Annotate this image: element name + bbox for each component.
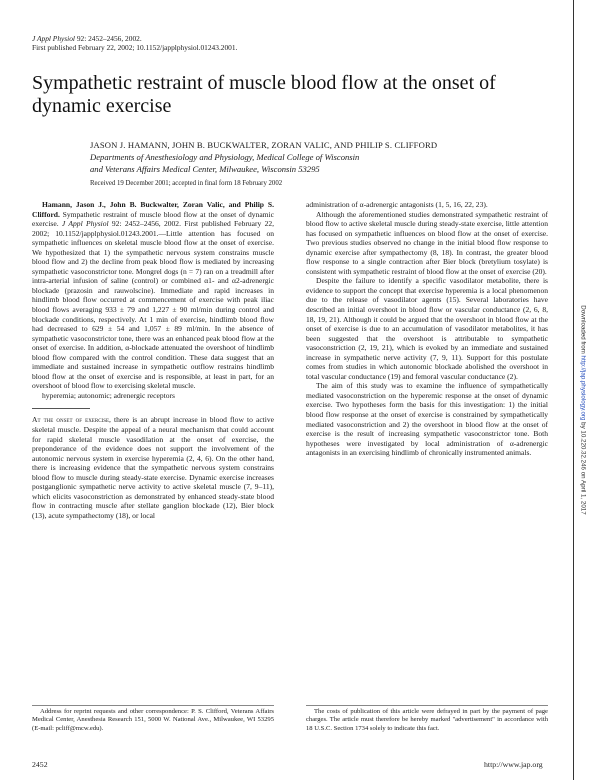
affiliation-line-2: and Veterans Affairs Medical Center, Milwaukee, Wisconsin 53295 — [90, 163, 320, 174]
journal-url[interactable]: http://www.jap.org — [484, 760, 543, 769]
intro-paragraph-2: Although the aforementioned studies demonstrated sympathetic restraint of blood flow to active skeletal muscle during steady-state exercise, little attention has focused on sympathetic influences on blood flow at the onset of exercise. Two previous studies observed no change in the initial blood flow response to dynamic exercise after sympathectomy (8, 18). In contrast, the greater blood flow response to a single contraction after Bier block (bretylium tosylate) is consistent with sympathetic restraint of blood flow at the onset of exercise (20). — [306, 209, 548, 276]
footnote-rule-right — [306, 705, 548, 706]
affiliation — [90, 152, 520, 175]
section-divider — [32, 408, 90, 409]
intro-lead: At the onset of exercise, — [32, 415, 111, 425]
footnote-rule-left — [32, 705, 274, 706]
keywords: hyperemia; autonomic; adrenergic receptors — [42, 390, 175, 400]
correspondence-footnote: Address for reprint requests and other correspondence: P. S. Clifford, Veterans Affairs Medical Center, Anesthesia Research 151, 5000 W. National Ave., Milwaukee, WI 53295 (E-mail: pcliff@mcw.edu). — [32, 708, 274, 732]
journal-citation: 92: 2452–2456, 2002. — [74, 34, 142, 43]
download-stamp-suffix: by 10.220.32.246 on April 1, 2017 — [579, 420, 587, 515]
received-dates: Received 19 December 2001; accepted in final form 18 February 2002 — [90, 180, 283, 187]
side-divider — [573, 0, 574, 780]
right-column — [306, 200, 548, 458]
abstract-title-citation: Sympathetic restraint of muscle blood flow at the onset of dynamic exercise. — [32, 209, 274, 229]
intro-paragraph-1 — [32, 415, 274, 520]
article-title: Sympathetic restraint of muscle blood flow at the onset of dynamic exercise — [32, 72, 496, 117]
abstract-text: 92: 2452–2456, 2002. First published February 22, 2002; 10.1152/japplphysiol.01243.2001.—Little attention has focused on sympathetic influences on skeletal muscle blood flow at the onset of exercise. We hypothesized that 1) the sympathetic nervous system constrains muscle blood flow and 2) the decline from peak blood flow is mediated by increasing sympathetic vasoconstrictor tone. Mongrel dogs (n = 7) ran on a treadmill after intra-arterial infusion of saline (control) or combined α1- and α2-adrenergic blockade (prazosin and rauwolscine). Immediate and rapid increases in hindlimb blood flow occurred at commencement of exercise with peak iliac blood flows averaging 933 ± 79 and 1,227 ± 90 ml/min during control and blockade conditions, respectively. At 1 min of exercise, hindlimb blood flow had decreased to 629 ± 54 and 1,057 ± 89 ml/min. In the absence of sympathetic vasoconstrictor tone, there was an enhanced peak blood flow at the onset of exercise. In addition, α-blockade attenuated the overshoot of hindlimb blood flow compared with the control condition. These data suggest that an immediate and sustained increase in sympathetic outflow restrains hindlimb blood flow at the onset of exercise and is responsible, at least in part, for an overshoot of blood flow to exercising skeletal muscle. — [32, 219, 274, 391]
affiliation-line-1: Departments of Anesthesiology and Physiology, Medical College of Wisconsin — [90, 152, 360, 162]
running-head — [32, 34, 237, 52]
intro-paragraph-3: Despite the failure to identify a specific vasodilator metabolite, there is evidence to support the concept that exercise hyperemia is a local phenomenon due to the release of vasodilator agents (15). Several laboratories have described an initial overshoot in blood flow or vascular conductance (2, 6, 8, 18, 19, 21). Although it could be argued that the overshoot in blood flow at the onset of exercise is due to an accumulation of vasodilator metabolites, it has been suggested that the overshoot is attributable to sympathetic vasoconstriction (2, 19, 21), which is evoked by an immediate and sustained increase in sympathetic nerve activity (7, 9, 11). Support for this postulate comes from studies in which autonomic blockade abolished the overshoot in total vascular conductance (19) and femoral vascular conductance (2). — [306, 276, 548, 381]
publication-cost-footnote: The costs of publication of this article were defrayed in part by the payment of page charges. The article must therefore be hereby marked "advertisement" in accordance with 18 U.S.C. Section 1734 solely to indicate this fact. — [306, 708, 548, 732]
journal-name: J Appl Physiol — [32, 34, 75, 43]
download-stamp-prefix: Downloaded from — [579, 305, 587, 356]
download-stamp — [580, 305, 587, 514]
abstract-authors: Hamann, Jason J., John B. Buckwalter, Zoran Valic, and Philip S. Clifford. — [32, 200, 274, 219]
abstract-journal: J Appl Physiol — [61, 219, 109, 229]
left-column — [32, 200, 274, 521]
download-stamp-link[interactable]: http://jap.physiology.org — [579, 355, 587, 421]
intro-text: there is an abrupt increase in blood flow to active skeletal muscle. Despite the appeal of a neural mechanism that could account for rapid skeletal muscle vasodilation at the onset of exercise, the preponderance of the evidence does not support the involvement of the autonomic nervous system in exercise hyperemia (2, 4, 6). On the other hand, there is increasing evidence that the sympathetic nervous system constrains blood flow to muscle during steady-state exercise. Dynamic exercise increases postganglionic sympathetic nerve activity to active skeletal muscle (7, 9–11), which elicits vasoconstriction as demonstrated by enhanced steady-state blood flow in contracting muscle after stellate ganglion blockade (12), Bier block (13), acute sympathectomy (18), or local — [32, 415, 274, 520]
abstract — [32, 200, 274, 391]
first-published-line: First published February 22, 2002; 10.1152/japplphysiol.01243.2001. — [32, 43, 238, 53]
author-list: JASON J. HAMANN, JOHN B. BUCKWALTER, ZORAN VALIC, AND PHILIP S. CLIFFORD — [90, 140, 438, 150]
intro-paragraph-4: The aim of this study was to examine the influence of sympathetically mediated vasoconstriction on the hyperemic response at the onset of dynamic exercise. Two hypotheses form the basis for this investigation: 1) the initial blood flow response at the onset of exercise is constrained by sympathetically mediated vasoconstriction and 2) the overshoot in blood flow at the onset of exercise is the result of increasing sympathetic vasoconstrictor tone. Both hypotheses were investigated by local administration of α-adrenergic antagonists in an exercising hindlimb of chronically instrumented animals. — [306, 381, 548, 458]
intro-paragraph-1-continued: administration of α-adrenergic antagonists (1, 5, 16, 22, 23). — [306, 200, 488, 209]
page-number: 2452 — [32, 760, 48, 769]
